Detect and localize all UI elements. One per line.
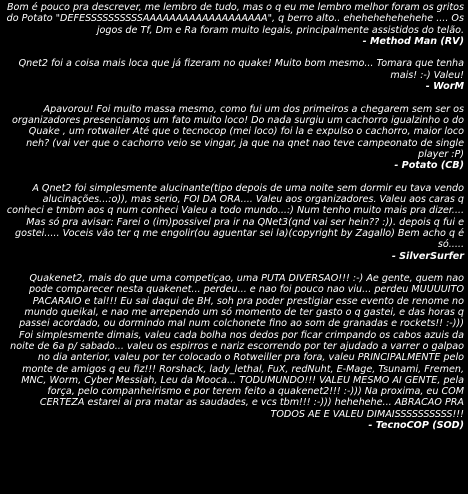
testimonial-author: - TecnoCOP (SOD) <box>368 419 464 431</box>
testimonial-author: - Method Man (RV) <box>362 35 464 47</box>
testimonial-author: - SilverSurfer <box>391 250 464 262</box>
testimonial-3 <box>4 104 464 172</box>
testimonial-text: Quakenet2, mais do que uma competiçao, uma PUTA DIVERSAO!!! :-) Ae gente, quem nao pode comparecer nesta quakenet... perdeu... e nao foi pouco nao viu... perdeu MUUUUITO PACARAIO e tal!!! Eu sai daqui de BH, soh pra poder prestigiar esse evento de renome no mundo queikal, e nao me arrependo um só momento de ter gasto o q gastei, e das horas q passei acordado, ou dormindo mal num colchonete fino ao som de granadas e rockets!! :-))) Foi simplesmente dimais, valeu cada bolha nos dedos por ficar crimpando os cabos azuis da noite de 6a p/ sabado... valeu os espirros e nariz escorrendo por ter ajudado a varrer o galpao no dia anterior, valeu por ter colocado o Rotweiller pra fora, valeu PRINCIPALMENTE pelo monte de amigos q eu fiz!!! Rorshack, lady_lethal, FuX, redNuht, E-Mage, Tsunami, Fremen, MNC, Worm, Cyber Messiah, Leu da Mooca... TODUMUNDO!!! VALEU MESMO AI GENTE, pela força, pelo companheirismo e por terem feito a quakenet2!!! :-))) Na proxima, eu COM CERTEZA estarei ai pra matar as saudades, e vcs tbm!!! :-))) hehehehe... ABRACAO PRA TODOS AE E VALEU DIMAISSSSSSSSSS!!! <box>10 273 464 420</box>
spacer <box>4 262 464 273</box>
spacer <box>4 92 464 103</box>
testimonial-4 <box>4 183 464 262</box>
testimonial-text: A Qnet2 foi simplesmente alucinante(tipo depois de uma noite sem dormir eu tava vendo alucinações...:o)), mas serio, FOI DA ORA.... Valeu aos organizadores. Valeu aos caras q conheci e tmbm aos q num conheci Valeu a todo mundo...:) Num tenho muito mais pra dizer.... Mas só pra avisar: Farei o (im)possivel pra ir na QNet3(qnd vai ser hein?? :)). depois q fui e gostei..... Voceis vão ter q me engolir(ou aguentar sei la)(copyright by Zagallo) Bem acho q é só..... <box>6 182 464 251</box>
testimonial-text: Apavorou! Foi muito massa mesmo, como fui um dos primeiros a chegarem sem ser os organizadores presenciamos um fato muito loco! Do nada surgiu um cachorro igualzinho o do Quake , um rotwailer Até que o tecnocop (mei loco) foi la e expulso o cachorro, maior loco neh? (vai ver que o cachorro veio se vingar, ja que na qnet nao teve campeonato de single player :P) <box>12 103 464 160</box>
testimonial-text: Bom é pouco pra descrever, me lembro de tudo, mas o q eu me lembro melhor foram os gritos do Potato "DEFESSSSSSSSSSAAAAAAAAAAAAAAAAAAA", q berro alto.. ehehehehehehehe .... Os jogos de Tf, Dm e Ra foram muito legais, principalmente assistidos do telão. <box>6 2 464 36</box>
spacer <box>4 47 464 58</box>
testimonial-5 <box>4 273 464 431</box>
testimonial-2 <box>4 58 464 92</box>
testimonial-1 <box>4 2 464 47</box>
spacer <box>4 171 464 182</box>
testimonial-author: - Potato (CB) <box>394 160 464 172</box>
testimonial-text: Qnet2 foi a coisa mais loca que já fizeram no quake! Muito bom mesmo... Tomara que tenha mais! :-) Valeu! <box>18 58 464 81</box>
testimonial-author: - WorM <box>425 81 464 93</box>
